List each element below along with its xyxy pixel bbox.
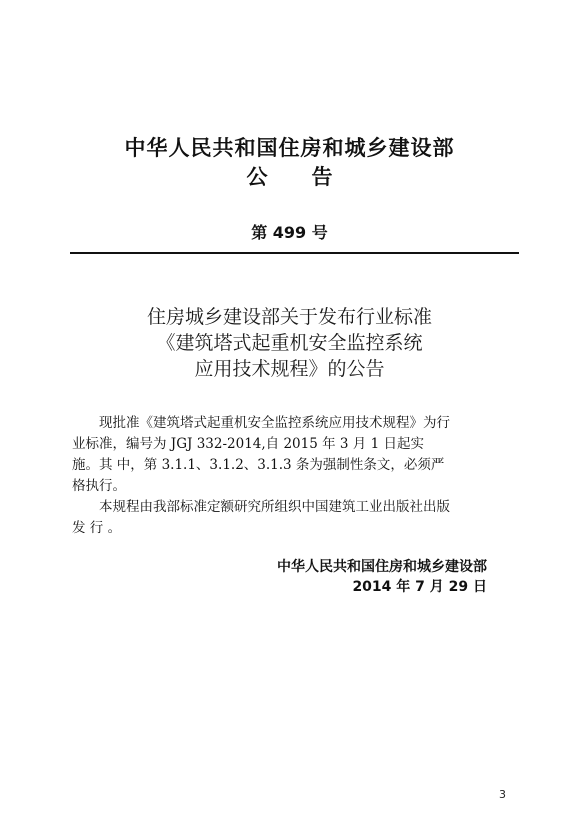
announcement-body [72, 413, 522, 539]
body-line: 发 行 。 [72, 520, 122, 536]
document-type-part1: 公 [246, 165, 268, 189]
subject-line-2: 《建筑塔式起重机安全监控系统 [156, 332, 423, 354]
body-line: 业标准，编号为 JGJ 332-2014,自 2015 年 3 月 1 日起实 [72, 436, 424, 452]
issuer-title: 中华人民共和国住房和城乡建设部 [124, 136, 455, 160]
subject-title [0, 304, 579, 382]
header-divider [70, 252, 519, 254]
body-line: 本规程由我部标准定额研究所组织中国建筑工业出版社出版 [99, 499, 450, 515]
subject-line-1: 住房城乡建设部关于发布行业标准 [146, 306, 432, 328]
signature-date: 2014 年 7 月 29 日 [352, 579, 487, 595]
signature-block [277, 557, 487, 597]
page-number: 3 [499, 788, 506, 801]
body-line: 现批准《建筑塔式起重机安全监控系统应用技术规程》为行 [99, 415, 450, 431]
body-line: 格执行。 [72, 478, 126, 494]
announcement-number: 第 499 号 [251, 223, 328, 242]
subject-line-3: 应用技术规程》的公告 [194, 358, 385, 380]
document-type-part2: 告 [311, 165, 333, 189]
body-line: 施。其 中，第 3.1.1、3.1.2、3.1.3 条为强制性条文，必须严 [72, 457, 445, 473]
document-type-title [0, 164, 579, 190]
signature-issuer: 中华人民共和国住房和城乡建设部 [277, 559, 487, 575]
